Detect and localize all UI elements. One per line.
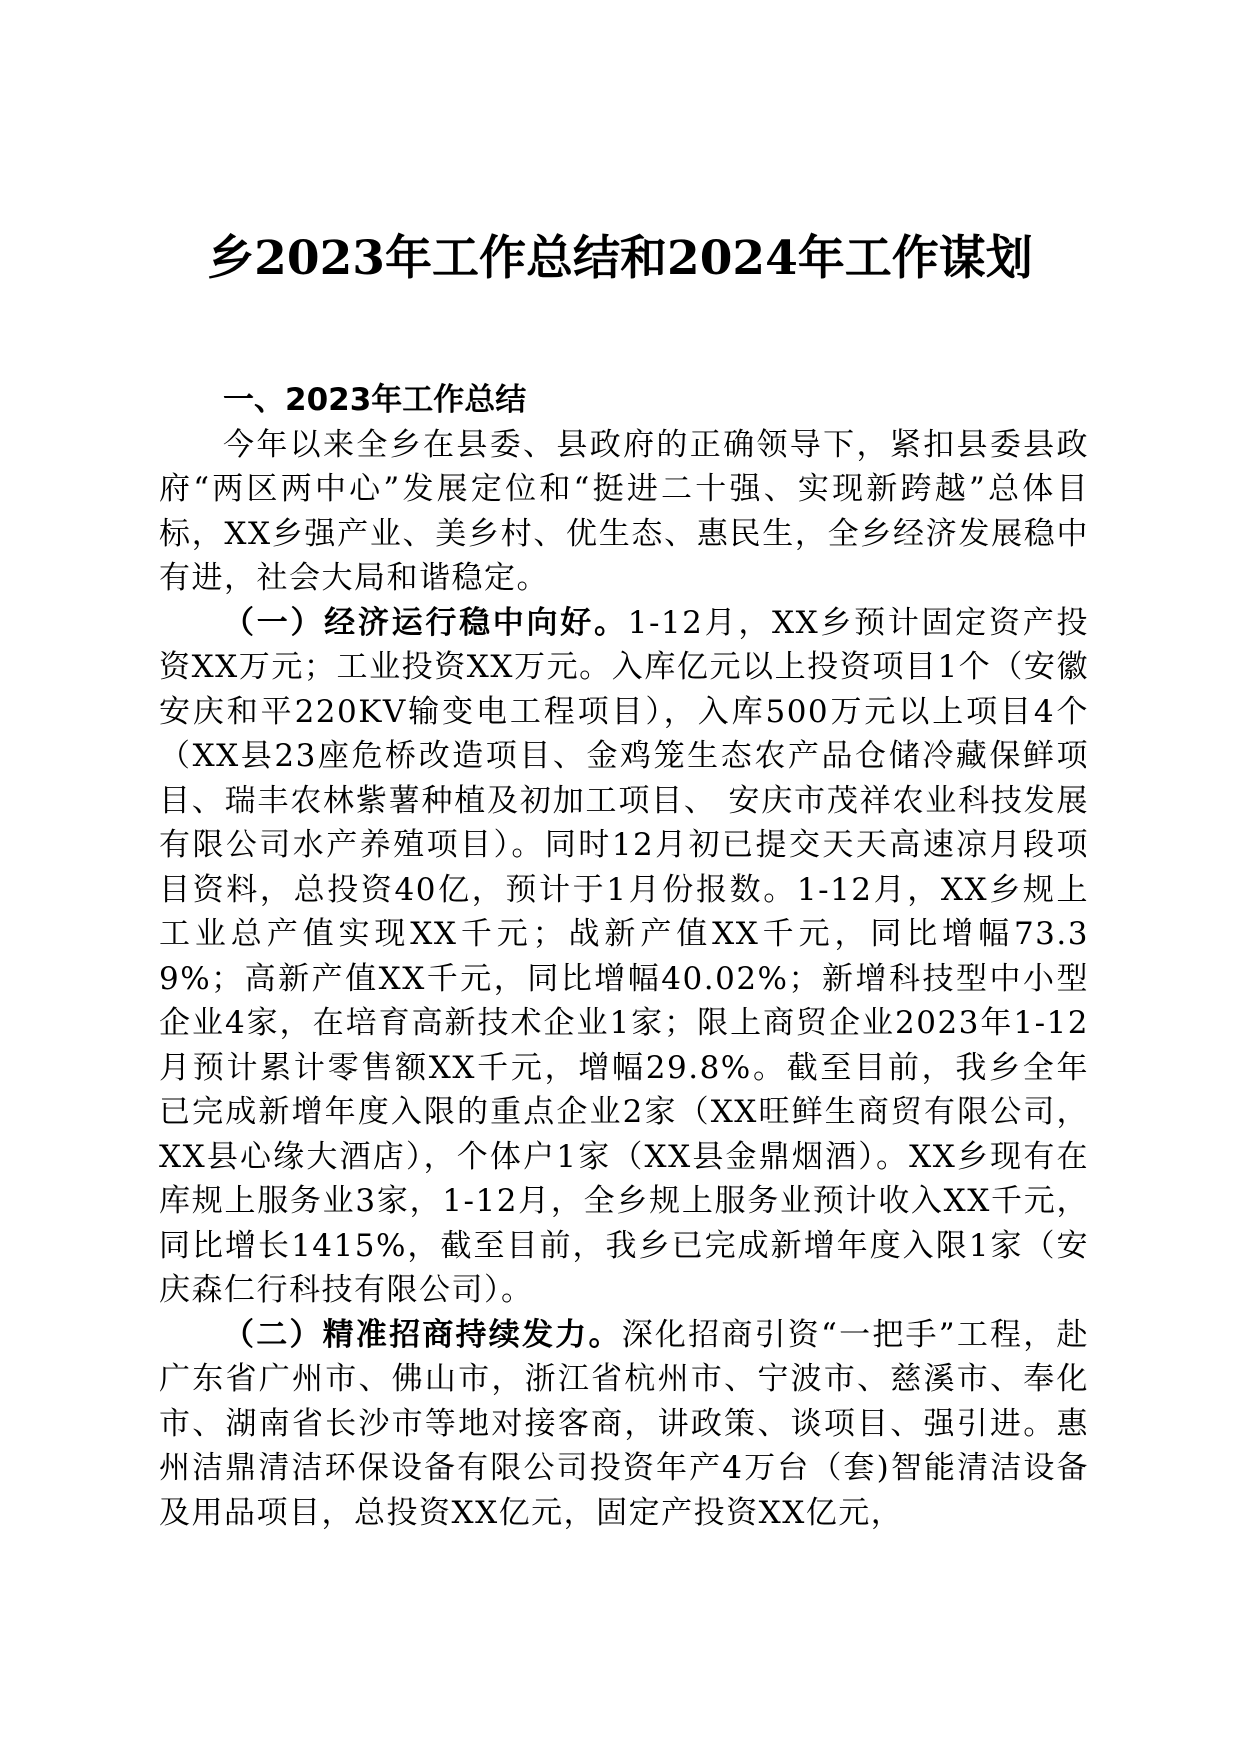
intro-paragraph: 今年以来全乡在县委、县政府的正确领导下，紧扣县委县政府“两区两中心”发展定位和“挺进二十强、实现新跨越”总体目标，XX乡强产业、美乡村、优生态、惠民生，全乡经济发展稳中有进，社会大局和谐稳定。 — [159, 426, 1089, 596]
document-body — [159, 378, 1089, 1535]
paragraph-economy-lead: （一）经济运行稳中向好。 — [223, 604, 628, 641]
paragraph-investment — [159, 1313, 1089, 1536]
paragraph-investment-lead: （二）精准招商持续发力。 — [223, 1316, 622, 1353]
paragraph-investment-text: 深化招商引资“一把手”工程，赴广东省广州市、佛山市，浙江省杭州市、宁波市、慈溪市、奉化市、湖南省长沙市等地对接客商，讲政策、谈项目、强引进。惠州洁鼎清洁环保设备有限公司投资年产4万台（套)智能清洁设备及用品项目，总投资XX亿元，固定产投资XX亿元， — [159, 1316, 1090, 1531]
section-heading: 一、2023年工作总结 — [223, 382, 527, 418]
document-title: 乡2023年工作总结和2024年工作谋划 — [207, 231, 1033, 286]
paragraph-economy — [159, 601, 1089, 1313]
paragraph-economy-text: 1-12月，XX乡预计固定资产投资XX万元；工业投资XX万元。入库亿元以上投资项目1个（安徽安庆和平220KV输变电工程项目），入库500万元以上项目4个（XX县23座危桥改造项目、金鸡笼生态农产品仓储冷藏保鲜项目、瑞丰农林紫薯种植及初加工项目、 安庆市茂祥农业科技发展有限公司水产养殖项目）。同时12月初已提交天天高速凉月段项目资料，总投资40亿，预计于1月份报数。1-12月，XX乡规上工业总产值实现XX千元；战新产值XX千元，同比增幅73.39%；高新产值XX千元，同比增幅40.02%；新增科技型中小型企业4家，在培育高新技术企业1家；限上商贸企业2023年1-12月预计累计零售额XX千元，增幅29.8%。截至目前，我乡全年已完成新增年度入限的重点企业2家（XX旺鲜生商贸有限公司，XX县心缘大酒店），个体户1家（XX县金鼎烟酒）。XX乡现有在库规上服务业3家，1-12月，全乡规上服务业预计收入XX千元，同比增长1415%，截至目前，我乡已完成新增年度入限1家（安庆森仁行科技有限公司）。 — [159, 604, 1089, 1308]
